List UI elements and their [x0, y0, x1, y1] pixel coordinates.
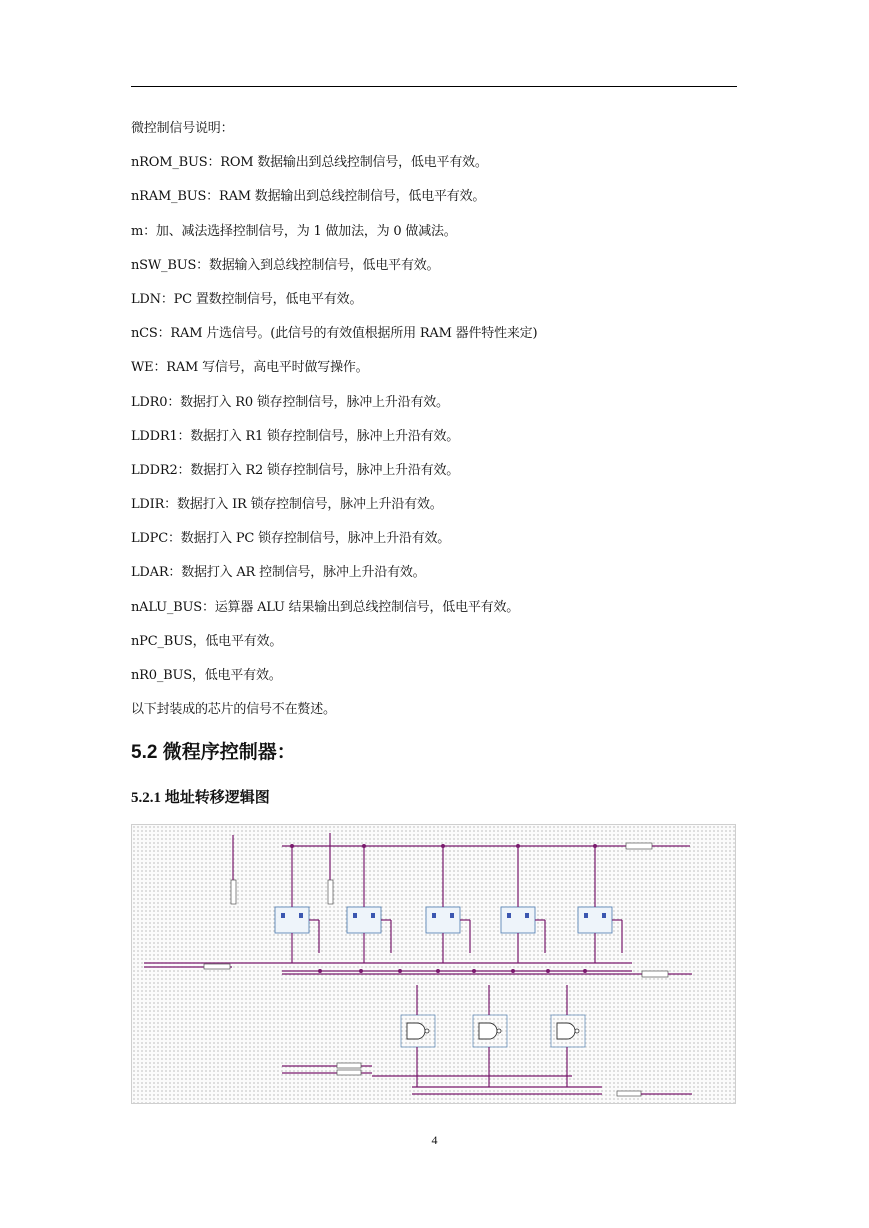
dff-pin-marker — [432, 913, 436, 918]
junction-dot — [359, 969, 363, 973]
signal-item-ldir: LDIR：数据打入 IR 锁存控制信号，脉冲上升沿有效。 — [131, 497, 443, 513]
junction-dot — [436, 969, 440, 973]
junction-dot — [472, 969, 476, 973]
signal-item-lddr2: LDDR2：数据打入 R2 锁存控制信号，脉冲上升沿有效。 — [131, 462, 460, 478]
junction-dot — [290, 844, 294, 848]
nand-gate-3 — [557, 1023, 575, 1039]
junction-dot — [398, 969, 402, 973]
dff-4 — [501, 907, 535, 933]
junction-dot — [593, 844, 597, 848]
input-pin-bottom-1 — [337, 1063, 361, 1068]
signal-item-ldpc: LDPC：数据打入 PC 锁存控制信号，脉冲上升沿有效。 — [131, 531, 451, 547]
nand-bubble — [497, 1029, 501, 1033]
signal-item-ncs: nCS：RAM 片选信号。(此信号的有效值根据所用 RAM 器件特性来定) — [131, 326, 538, 342]
junction-dot — [511, 969, 515, 973]
dff-1 — [275, 907, 309, 933]
signal-item-ldr0: LDR0：数据打入 R0 锁存控制信号，脉冲上升沿有效。 — [131, 394, 449, 410]
junction-dot — [583, 969, 587, 973]
schematic-canvas — [132, 825, 737, 1105]
junction-dot — [516, 844, 520, 848]
signal-item-nalu-bus: nALU_BUS：运算器 ALU 结果输出到总线控制信号，低电平有效。 — [131, 599, 520, 615]
output-pin-q — [642, 971, 668, 977]
signal-intro: 微控制信号说明： — [131, 121, 234, 136]
signal-item-ldar: LDAR：数据打入 AR 控制信号，脉冲上升沿有效。 — [131, 565, 426, 581]
input-pin-left-2 — [328, 880, 333, 904]
dff-pin-marker — [602, 913, 606, 918]
junction-dot — [362, 844, 366, 848]
junction-dot — [546, 969, 550, 973]
dff-pin-marker — [584, 913, 588, 918]
signal-item-we: WE：RAM 写信号，高电平时做写操作。 — [131, 360, 369, 376]
dff-3 — [426, 907, 460, 933]
signal-item-nr0-bus: nR0_BUS，低电平有效。 — [131, 668, 282, 683]
signal-outro: 以下封装成的芯片的信号不在赘述。 — [131, 702, 336, 718]
signal-description-list — [131, 112, 751, 727]
output-pin-bottom — [617, 1091, 641, 1096]
subsection-heading: 5.2.1 地址转移逻辑图 — [131, 790, 270, 806]
dff-pin-marker — [371, 913, 375, 918]
dff-5 — [578, 907, 612, 933]
signal-item-lddr1: LDDR1：数据打入 R1 锁存控制信号，脉冲上升沿有效。 — [131, 428, 460, 444]
junction-dot — [318, 969, 322, 973]
input-pin-bottom-2 — [337, 1070, 361, 1075]
page-number: 4 — [431, 1133, 438, 1147]
dff-pin-marker — [525, 913, 529, 918]
junction-dot — [441, 844, 445, 848]
address-transfer-logic-diagram — [131, 824, 736, 1104]
header-rule — [131, 86, 737, 87]
dff-pin-marker — [507, 913, 511, 918]
nand-gate-1 — [407, 1023, 425, 1039]
dff-pin-marker — [281, 913, 285, 918]
nand-bubble — [575, 1029, 579, 1033]
signal-item-nrom-bus: nROM_BUS：ROM 数据输出到总线控制信号，低电平有效。 — [131, 155, 488, 171]
dff-pin-marker — [450, 913, 454, 918]
output-pin-top — [626, 843, 652, 849]
signal-item-ldn: LDN：PC 置数控制信号，低电平有效。 — [131, 291, 363, 307]
input-pin-clk — [204, 964, 230, 969]
nand-gate-2 — [479, 1023, 497, 1039]
signal-item-m: m：加、减法选择控制信号，为 1 做加法，为 0 做减法。 — [131, 223, 457, 239]
dff-2 — [347, 907, 381, 933]
dff-pin-marker — [299, 913, 303, 918]
input-pin-left-1 — [231, 880, 236, 904]
nand-bubble — [425, 1029, 429, 1033]
signal-item-nram-bus: nRAM_BUS：RAM 数据输出到总线控制信号，低电平有效。 — [131, 189, 486, 205]
dff-pin-marker — [353, 913, 357, 918]
section-heading: 5.2 微程序控制器： — [131, 742, 296, 763]
signal-item-npc-bus: nPC_BUS，低电平有效。 — [131, 633, 283, 649]
signal-item-nsw-bus: nSW_BUS：数据输入到总线控制信号，低电平有效。 — [131, 257, 440, 273]
